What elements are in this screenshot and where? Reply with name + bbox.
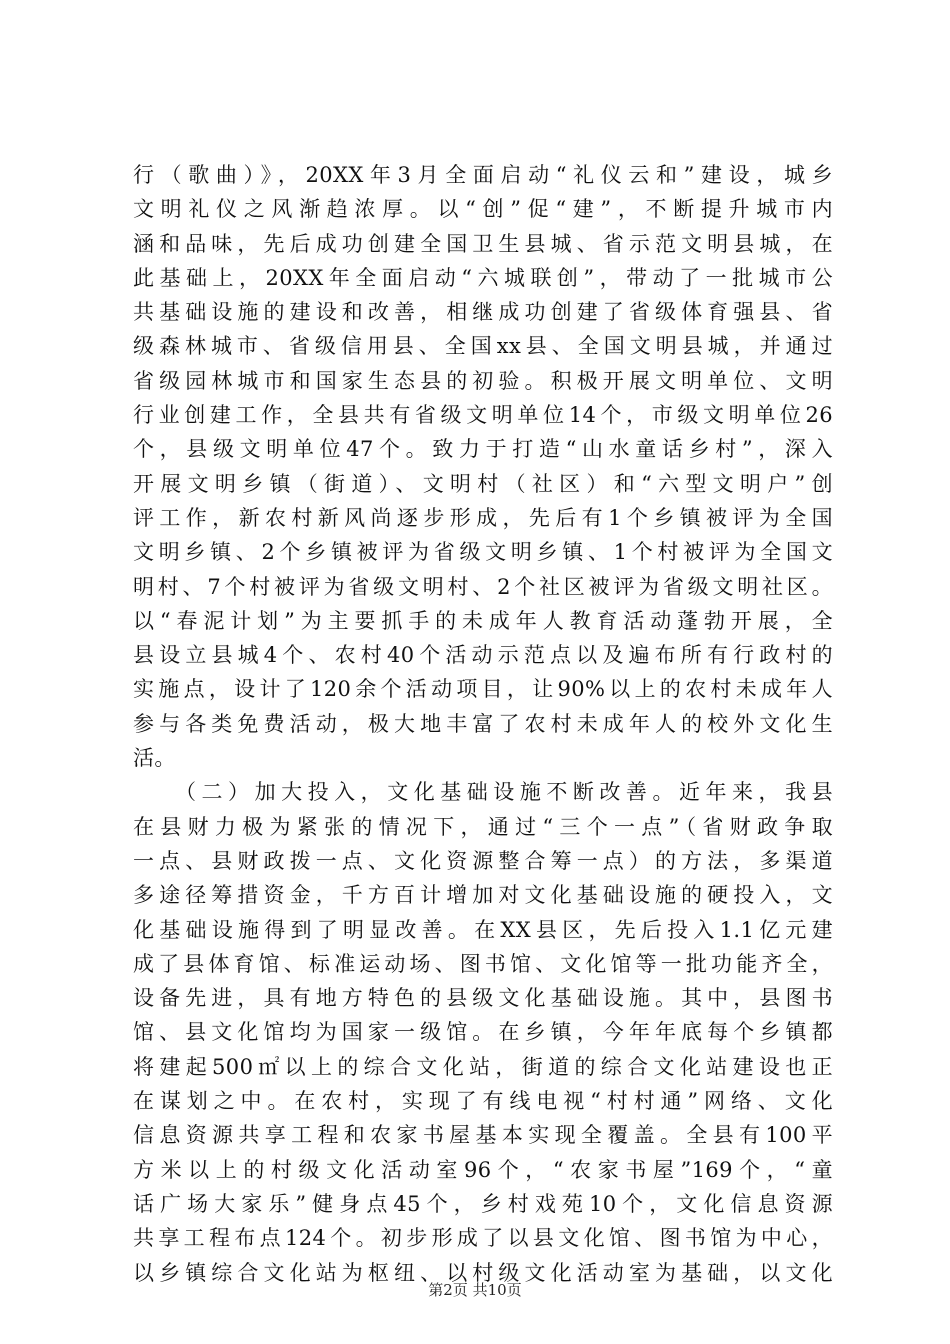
text-line: 涵和品味，先后成功创建全国卫生县城、省示范文明县城，在 [133,231,833,256]
text-line: 开展文明乡镇（街道）、文明村（社区）和“六型文明户”创 [133,471,833,496]
text-line: 省级园林城市和国家生态县的初验。积极开展文明单位、文明 [133,368,833,393]
text-line: 设备先进，具有地方特色的县级文化基础设施。其中，县图书 [133,986,833,1011]
text-line: 以乡镇综合文化站为枢纽、以村级文化活动室为基础，以文化 [133,1260,833,1285]
text-line: 一点、县财政拨一点、文化资源整合筹一点）的方法，多渠道 [133,848,833,873]
text-line: 以“春泥计划”为主要抓手的未成年人教育活动蓬勃开展，全 [133,608,833,633]
text-line: 参与各类免费活动，极大地丰富了农村未成年人的校外文化生 [133,711,833,736]
text-line: 在县财力极为紧张的情况下，通过“三个一点”（省财政争取 [133,814,833,839]
text-line: 方米以上的村级文化活动室96个，“农家书屋”169个，“童 [133,1157,833,1182]
text-line: 个，县级文明单位47个。致力于打造“山水童话乡村”，深入 [133,437,833,462]
text-line: 共基础设施的建设和改善，相继成功创建了省级体育强县、省 [133,300,833,325]
text-line: （二）加大投入，文化基础设施不断改善。近年来，我县 [175,780,833,805]
text-line: 活。 [133,746,176,771]
text-line: 在谋划之中。在农村，实现了有线电视“村村通”网络、文化 [133,1089,833,1114]
text-line: 化基础设施得到了明显改善。在XX县区，先后投入1.1亿元建 [133,917,833,942]
text-line: 多途径筹措资金，千方百计增加对文化基础设施的硬投入，文 [133,883,833,908]
text-line: 共享工程布点124个。初步形成了以县文化馆、图书馆为中心， [133,1226,833,1251]
text-line: 评工作，新农村新风尚逐步形成，先后有1个乡镇被评为全国 [133,505,833,530]
text-line: 实施点，设计了120余个活动项目，让90%以上的农村未成年人 [133,677,833,702]
text-line: 级森林城市、省级信用县、全国xx县、全国文明县城，并通过 [133,334,833,359]
body-text [133,158,833,1290]
text-line: 县设立县城4个、农村40个活动示范点以及遍布所有行政村的 [133,643,833,668]
text-line: 成了县体育馆、标准运动场、图书馆、文化馆等一批功能齐全， [133,951,833,976]
text-line: 话广场大家乐”健身点45个，乡村戏苑10个，文化信息资源 [133,1191,833,1216]
text-line: 信息资源共享工程和农家书屋基本实现全覆盖。全县有100平 [133,1123,833,1148]
text-line: 文明礼仪之风渐趋浓厚。以“创”促“建”，不断提升城市内 [133,197,833,222]
text-line: 行业创建工作，全县共有省级文明单位14个，市级文明单位26 [133,403,833,428]
text-line: 馆、县文化馆均为国家一级馆。在乡镇，今年年底每个乡镇都 [133,1020,833,1045]
page-number-footer: 第2页 共10页 [428,1281,522,1299]
text-line: 文明乡镇、2个乡镇被评为省级文明乡镇、1个村被评为全国文 [133,540,833,565]
text-line: 明村、7个村被评为省级文明村、2个社区被评为省级文明社区。 [133,574,833,599]
text-line: 行（歌曲）》，20XX年3月全面启动“礼仪云和”建设，城乡 [133,163,833,187]
text-line: 此基础上，20XX年全面启动“六城联创”，带动了一批城市公 [133,265,833,290]
text-line: 将建起500㎡以上的综合文化站，街道的综合文化站建设也正 [133,1054,833,1079]
